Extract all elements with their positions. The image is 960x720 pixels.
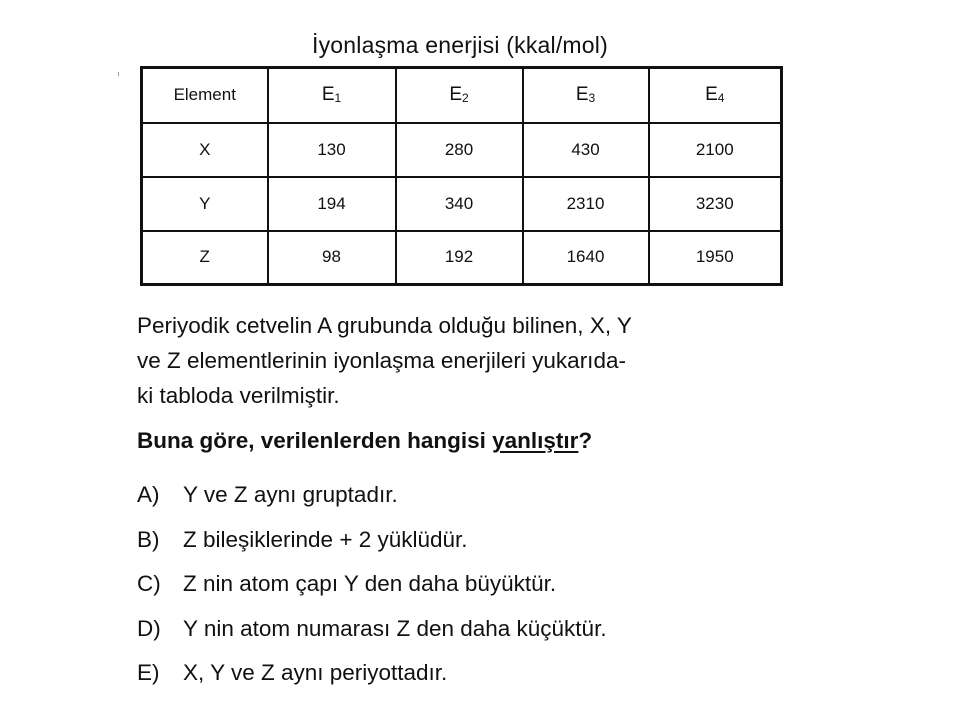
option-text: X, Y ve Z aynı periyottadır. [183,660,448,685]
cell-e2: 192 [396,231,523,285]
option-letter: B) [137,526,160,552]
header-e2: $E_2$ [396,68,523,123]
cell-e2: 280 [396,123,523,177]
option-text: Y nin atom numarası Z den daha küçüktür. [183,615,607,641]
table-row-z [142,231,782,285]
option-text: Y ve Z aynı gruptadır. [183,482,398,507]
cell-e3: 430 [523,123,649,177]
cell-e1: 130 [268,123,396,177]
table-row-x [142,123,782,177]
stem-emphasis: yanlıştır [492,428,579,453]
cell-e4: 3230 [649,177,782,231]
stem-prefix: Buna göre, verilenlerden hangisi [137,428,493,453]
question-stem [137,428,592,454]
cell-e3: 2310 [523,177,649,231]
option-letter: E) [137,660,160,685]
cell-e1: 98 [268,231,396,285]
answer-options [137,478,607,701]
margin-mark [118,72,119,76]
cell-element: Z [142,231,268,285]
header-element: Element [142,68,268,123]
option-b[interactable] [137,523,607,568]
cell-e3: 1640 [523,231,649,285]
header-e1: $E_1$ [268,68,396,123]
question-line-3: ki tabloda verilmiştir. [137,383,340,408]
option-text: Z bileşiklerinde + 2 yüklüdür. [183,526,468,552]
question-line-2: ve Z elementlerinin iyonlaşma enerjileri yukarıda- [137,348,626,373]
option-text: Z nin atom çapı Y den daha büyüktür. [183,571,557,596]
option-letter: A) [137,482,160,507]
cell-e1: 194 [268,177,396,231]
table-header-row [142,68,782,123]
table-row-y [142,177,782,231]
table-title: İyonlaşma enerjisi (kkal/mol) [312,32,608,58]
header-e3: $E_3$ [523,68,649,123]
cell-element: X [142,123,268,177]
header-e4: $E_4$ [649,68,782,123]
cell-e4: 1950 [649,231,782,285]
ionization-energy-table [140,66,783,286]
stem-suffix: ? [578,428,593,453]
cell-element: Y [142,177,268,231]
question-description [137,308,817,413]
option-letter: D) [137,615,161,641]
option-letter: C) [137,571,161,596]
option-a[interactable] [137,478,607,523]
cell-e2: 340 [396,177,523,231]
option-d[interactable] [137,612,607,657]
question-line-1: Periyodik cetvelin A grubunda olduğu bilinen, X, Y [137,313,632,338]
cell-e4: 2100 [649,123,782,177]
option-c[interactable] [137,567,607,612]
option-e[interactable] [137,656,607,701]
